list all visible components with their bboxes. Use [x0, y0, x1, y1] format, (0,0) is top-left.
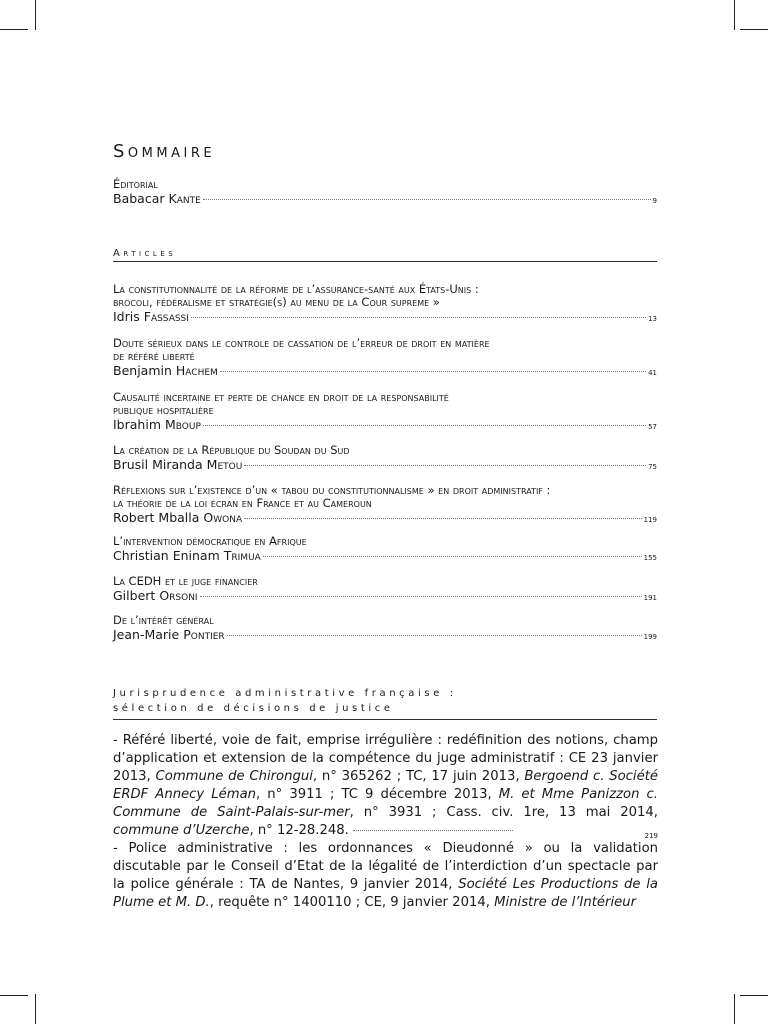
author-first: Robert Mballa	[113, 510, 200, 525]
juris-2-text-2: , requête n° 1400110 ; CE, 9 janvier 2014,	[209, 895, 495, 911]
author-first: Ibrahim	[113, 417, 161, 432]
juris-2-case-2: Ministre de l’Intérieur	[494, 895, 637, 911]
leader-dots	[227, 635, 642, 636]
article-author-row[interactable]	[113, 548, 657, 566]
crop-mark-bottom-left-h	[0, 995, 28, 996]
page-number: 13	[648, 315, 657, 323]
author-last: Kante	[168, 191, 201, 206]
juris-entry-1[interactable]	[113, 732, 658, 846]
leader-dots	[200, 596, 642, 597]
leader-dots	[353, 830, 513, 831]
author-first: Christian Eninam	[113, 548, 220, 563]
juris-heading	[113, 686, 657, 720]
leader-dots	[244, 465, 646, 466]
juris-1-case-3: M. et Mme Panizzon c. Commune de Saint-Palais-sur-mer	[113, 787, 658, 821]
juris-1-text-1: - Référé liberté, voie de fait, emprise irrégulière : redéfinition des notions, champ d’application et extension de la compétence du juge administratif : CE 23 janvier 2013,	[113, 733, 658, 785]
page-number: 155	[643, 554, 657, 562]
page-number: 199	[643, 633, 657, 641]
article-title-line: Réflexions sur l’existence d’un « tabou du constitutionnalisme » en droit administratif :	[113, 483, 551, 497]
article-title-line: La CEDH et le juge financier	[113, 574, 258, 588]
page-number: 57	[648, 423, 657, 431]
article-entry	[113, 535, 657, 566]
author-last: Fassassi	[143, 309, 189, 324]
juris-1-text-3: , n° 3911 ; TC 9 décembre 2013,	[256, 787, 499, 803]
article-entry	[113, 391, 657, 435]
article-entry	[113, 614, 657, 645]
article-author-row[interactable]	[113, 588, 657, 606]
leader-dots	[244, 518, 642, 519]
articles-heading: Articles	[113, 248, 657, 262]
crop-mark-bottom-right-h	[740, 995, 768, 996]
author-first: Babacar	[113, 191, 165, 206]
editorial-heading: Éditorial	[113, 177, 158, 191]
leader-dots	[191, 317, 646, 318]
juris-1-case-4: commune d’Uzerche	[113, 823, 250, 839]
leader-dots	[263, 556, 642, 557]
author-last: Pontier	[183, 627, 225, 642]
page-number: 41	[648, 369, 657, 377]
crop-mark-bottom-right	[734, 994, 735, 1024]
author-first: Brusil Miranda	[113, 457, 203, 472]
author-first: Jean-Marie	[113, 627, 180, 642]
article-entry	[113, 283, 657, 327]
article-title-line: De l’intérêt général	[113, 613, 214, 627]
crop-mark-bottom-left	[35, 994, 36, 1024]
author-last: Hachem	[175, 363, 218, 378]
article-author-row[interactable]	[113, 510, 657, 528]
author-last: Trimua	[223, 548, 261, 563]
editorial-author-row[interactable]	[113, 191, 657, 209]
juris-heading-line-2: sélection de décisions de justice	[113, 703, 394, 714]
article-title-line: Doute sérieux dans le controle de cassation de l’erreur de droit en matière	[113, 336, 490, 350]
page-number: 219	[644, 832, 658, 841]
article-title-line: Causalité incertaine et perte de chance en droit de la responsabilité	[113, 390, 449, 404]
article-title-line: L’intervention démocratique en Afrique	[113, 534, 307, 548]
juris-2-case-1: Société Les Productions de la Plume et M. D.	[113, 877, 658, 911]
article-title-line: La constitutionnalité de la réforme de l’assurance-santé aux États-Unis :	[113, 282, 479, 296]
leader-dots	[203, 425, 646, 426]
editorial-entry	[113, 178, 657, 209]
juris-1-case-1: Commune de Chirongui	[155, 769, 313, 785]
juris-entry-2[interactable]	[113, 840, 658, 912]
page-title: Sommaire	[113, 141, 216, 162]
article-entry	[113, 575, 657, 606]
juris-1-text-2: , n° 365262 ; TC, 17 juin 2013,	[312, 769, 525, 785]
article-title-line: brocoli, fédéralisme et stratégie(s) au menu de la Cour supreme »	[113, 295, 440, 309]
juris-1-text-4: , n° 3931 ; Cass. civ. 1re, 13 mai 2014,	[349, 805, 658, 821]
juris-heading-line-1: Jurisprudence administrative française :	[113, 688, 457, 699]
page-number: 119	[643, 516, 657, 524]
article-author-row[interactable]	[113, 417, 657, 435]
crop-mark-top-right	[734, 0, 735, 30]
author-first: Benjamin	[113, 363, 172, 378]
page-number: 191	[643, 594, 657, 602]
author-first: Idris	[113, 309, 140, 324]
author-first: Gilbert	[113, 588, 156, 603]
leader-dots	[220, 371, 646, 372]
page-number: 9	[652, 197, 657, 205]
article-title-line: la théorie de la loi écran en France et au Cameroun	[113, 496, 372, 510]
article-entry	[113, 484, 657, 528]
author-last: Metou	[206, 457, 243, 472]
crop-mark-top-left	[35, 0, 36, 30]
article-entry	[113, 444, 657, 475]
author-last: Mboup	[165, 417, 201, 432]
article-title-line: La création de la République du Soudan du Sud	[113, 443, 350, 457]
article-title-line: de référé liberté	[113, 349, 195, 363]
article-author-row[interactable]	[113, 457, 657, 475]
article-author-row[interactable]	[113, 363, 657, 381]
author-last: Owona	[203, 510, 243, 525]
juris-1-text-5: , n° 12-28.248.	[249, 823, 354, 839]
article-author-row[interactable]	[113, 309, 657, 327]
article-title-line: publique hospitalière	[113, 403, 214, 417]
article-author-row[interactable]	[113, 627, 657, 645]
author-last: Orsoni	[159, 588, 198, 603]
page-number: 75	[648, 463, 657, 471]
juris-1-case-2: Bergoend c. Société ERDF Annecy Léman	[113, 769, 658, 803]
crop-mark-top-left-h	[0, 29, 28, 30]
article-entry	[113, 337, 657, 381]
crop-mark-top-right-h	[740, 29, 768, 30]
juris-2-text-1: - Police administrative : les ordonnances « Dieudonné » ou la validation discutable par le Conseil d’Etat de la légalité de l’interdiction d’un spectacle par la police générale : TA de Nantes, 9 janvier 2014,	[113, 841, 658, 893]
leader-dots	[203, 199, 651, 200]
